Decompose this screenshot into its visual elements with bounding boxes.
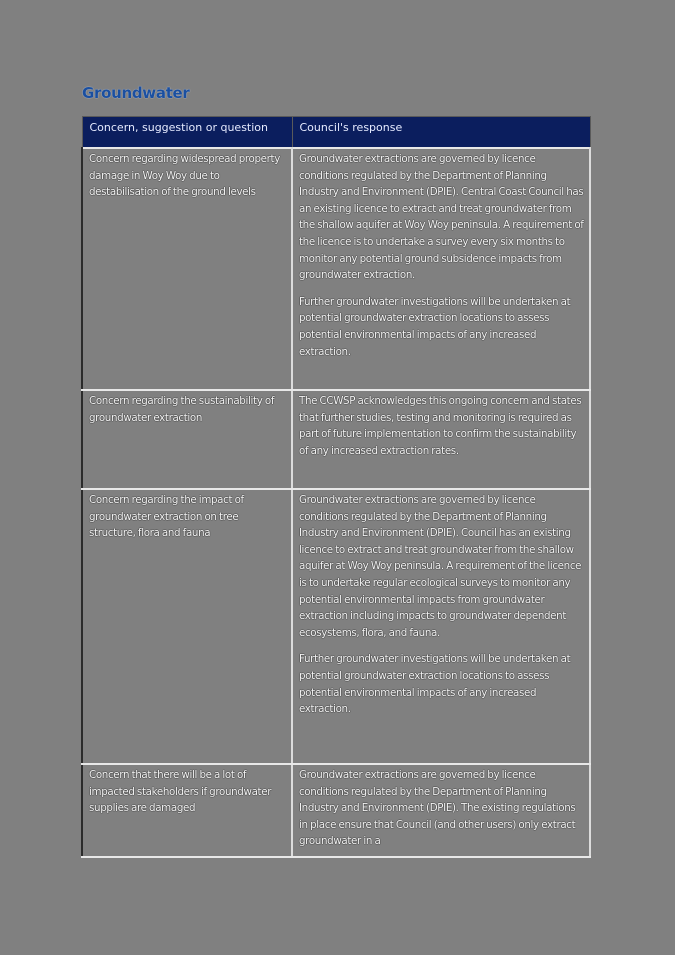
- response-cell: [292, 489, 590, 764]
- concern-cell: Concern regarding the sustainability of groundwater extraction: [82, 390, 292, 489]
- response-paragraph: Groundwater extractions are governed by licence conditions regulated by the Department of Planning Industry and Environment (DPIE). The existing regulations in place ensure that Council (and other users) only extract groundwater in a: [299, 769, 576, 848]
- response-cell: [292, 148, 590, 390]
- response-paragraph: The CCWSP acknowledges this ongoing concern and states that further studies, testing and monitoring is required as part of future implementation to confirm the sustainability of any increased extraction rates.: [299, 395, 582, 457]
- response-paragraph: Further groundwater investigations will be undertaken at potential groundwater extraction locations to assess potential environmental impacts of any increased extraction.: [299, 295, 571, 358]
- response-cell: [292, 390, 590, 489]
- section-heading: Groundwater: [82, 84, 190, 102]
- concern-cell: Concern regarding widespread property damage in Woy Woy due to destabilisation of the ground levels: [82, 148, 292, 390]
- groundwater-feedback-table: [81, 116, 591, 858]
- response-cell: [292, 764, 590, 857]
- response-paragraph: Further groundwater investigations will be undertaken at potential groundwater extraction locations to assess potential environmental impacts of any increased extraction.: [299, 653, 571, 716]
- header-concern: Concern, suggestion or question: [82, 117, 292, 149]
- response-paragraph: Groundwater extractions are governed by licence conditions regulated by the Department of Planning Industry and Environment (DPIE). Central Coast Council has an existing licence to extract and treat groundwater from the shallow aquifer at Woy Woy peninsula. A requirement of the licence is to undertake a survey every six months to monitor any potential ground subsidence impacts from groundwater extraction.: [299, 153, 584, 282]
- table-row: [82, 390, 590, 489]
- table-row: [82, 764, 590, 857]
- table-row: [82, 148, 590, 390]
- header-response: Council's response: [292, 117, 590, 149]
- header-row: [82, 117, 590, 149]
- concern-cell: Concern that there will be a lot of impacted stakeholders if groundwater supplies are damaged: [82, 764, 292, 857]
- response-paragraph: Groundwater extractions are governed by licence conditions regulated by the Department of Planning Industry and Environment (DPIE). Council has an existing licence to extract and treat groundwater from the shallow aquifer at Woy Woy peninsula. A requirement of the licence is to undertake regular ecological surveys to monitor any potential environmental impacts from groundwater extraction including impacts to groundwater dependent ecosystems, flora, and fauna.: [299, 494, 582, 639]
- concern-cell: Concern regarding the impact of groundwater extraction on tree structure, flora and fauna: [82, 489, 292, 764]
- table-row: [82, 489, 590, 764]
- table-header: [82, 117, 590, 149]
